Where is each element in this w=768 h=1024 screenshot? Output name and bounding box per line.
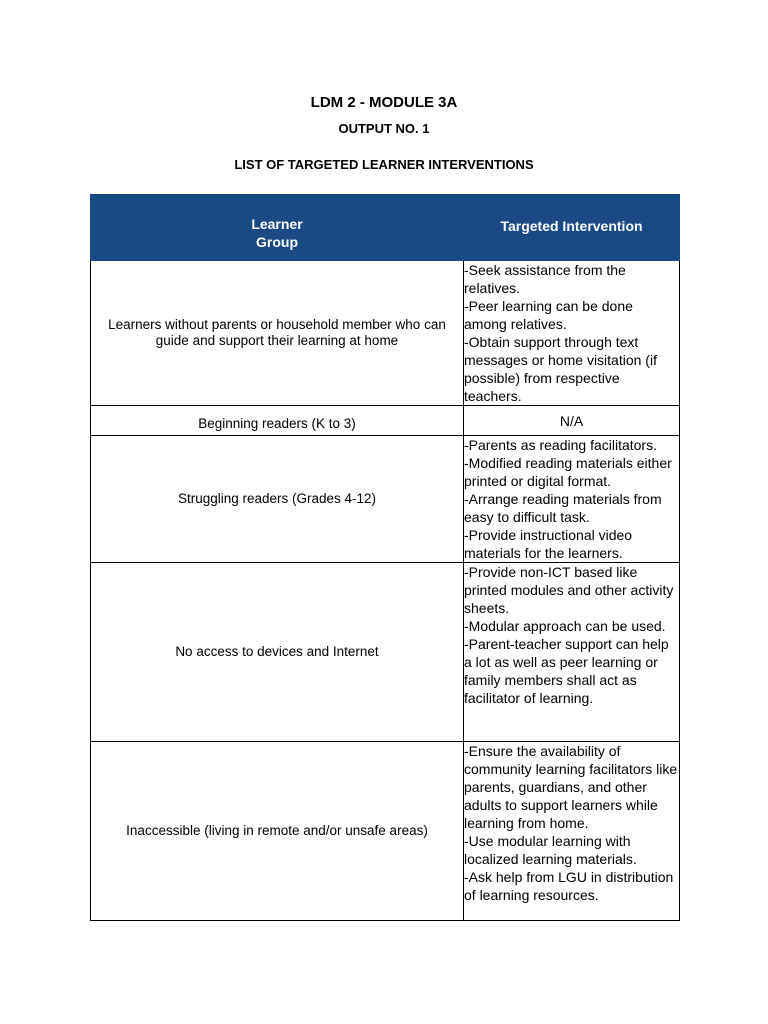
table-header-row: [91, 195, 680, 261]
table-row: [91, 406, 680, 436]
table-row: [91, 436, 680, 563]
intervention-item: -Modified reading materials either printed or digital format.: [464, 455, 672, 489]
table-row: [91, 742, 680, 921]
intervention-cell: [464, 563, 680, 742]
interventions-table: [90, 194, 680, 921]
intervention-item: -Modular approach can be used.: [464, 618, 666, 634]
intervention-cell: [464, 742, 680, 921]
learner-group-cell: No access to devices and Internet: [91, 563, 464, 742]
learner-group-cell: Learners without parents or household member who can guide and support their learning at home: [91, 261, 464, 406]
document-subtitle: OUTPUT NO. 1: [338, 121, 430, 136]
intervention-cell: [464, 261, 680, 406]
intervention-item: -Obtain support through text messages or home visitation (if possible) from respective teachers.: [464, 334, 657, 404]
header-learner-group-line1: Learner: [251, 215, 303, 232]
intervention-item: -Ask help from LGU in distribution of learning resources.: [464, 869, 674, 903]
header-learner-group-line2: Group: [256, 233, 298, 250]
learner-group-cell: Struggling readers (Grades 4-12): [91, 436, 464, 563]
document-heading: LIST OF TARGETED LEARNER INTERVENTIONS: [234, 157, 534, 172]
table-row: [91, 563, 680, 742]
header-learner-group: [91, 195, 464, 261]
learner-group-cell: Inaccessible (living in remote and/or unsafe areas): [91, 742, 464, 921]
header-targeted-intervention: Targeted Intervention: [464, 195, 680, 261]
intervention-item: -Parent-teacher support can help a lot as well as peer learning or family members shall act as facilitator of learning.: [464, 636, 669, 706]
document-title: LDM 2 - MODULE 3A: [310, 94, 458, 111]
intervention-item: -Ensure the availability of community learning facilitators like parents, guardians, and other adults to support learners while learning from home.: [464, 743, 678, 831]
table-row: [91, 261, 680, 406]
learner-group-cell: Beginning readers (K to 3): [91, 406, 464, 436]
intervention-cell: [464, 436, 680, 563]
intervention-item: -Provide non-ICT based like printed modules and other activity sheets.: [464, 564, 674, 616]
intervention-item: -Arrange reading materials from easy to difficult task.: [464, 491, 662, 525]
intervention-item: -Seek assistance from the relatives.: [464, 262, 626, 296]
intervention-item: -Parents as reading facilitators.: [464, 437, 657, 453]
intervention-item: -Use modular learning with localized learning materials.: [464, 833, 637, 867]
intervention-cell: N/A: [464, 406, 680, 436]
intervention-item: -Provide instructional video materials for the learners.: [464, 527, 633, 561]
intervention-item: -Peer learning can be done among relatives.: [464, 298, 633, 332]
